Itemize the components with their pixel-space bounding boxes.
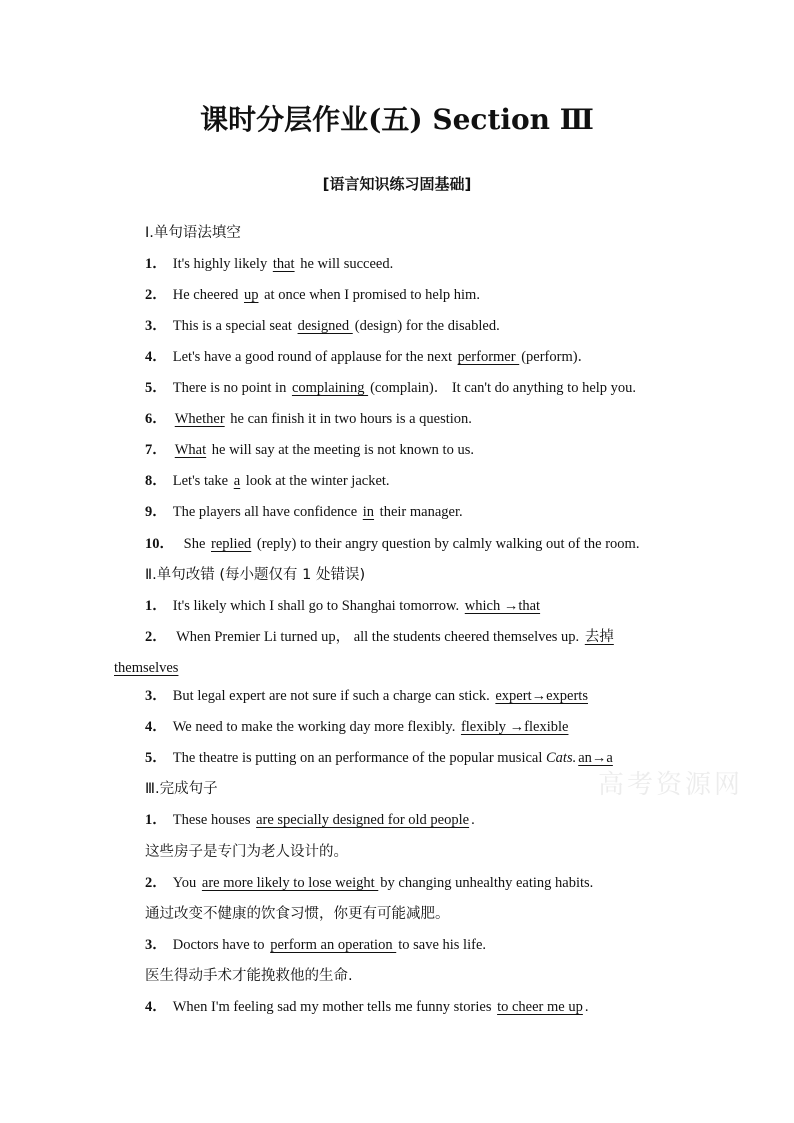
answer: which →that xyxy=(464,598,541,614)
s1-item-10: 10． She replied (reply) to their angry question by calmly walking out of the room. xyxy=(145,536,640,552)
s2-item-4: 4． We need to make the working day more flexibly. flexibly →flexible xyxy=(145,719,569,735)
answer: to cheer me up xyxy=(497,999,583,1015)
s3-item-1-translation: 这些房子是专门为老人设计的。 xyxy=(145,844,348,860)
section-subtitle: [语言知识练习固基础] xyxy=(322,175,472,193)
answer: expert→experts xyxy=(495,688,588,704)
section3-heading: Ⅲ.完成句子 xyxy=(145,781,218,797)
section1-heading: Ⅰ.单句语法填空 xyxy=(145,225,241,241)
s3-item-1: 1． These houses are specially designed for old people . xyxy=(145,812,475,828)
answer: flexibly →flexible xyxy=(460,719,569,735)
s2-item-2: 2． When Premier Li turned up， all the students cheered themselves up. 去掉 xyxy=(145,629,614,645)
s2-item-1: 1． It's likely which I shall go to Shanghai tomorrow. which →that xyxy=(145,598,541,614)
answer: What xyxy=(174,442,207,458)
s1-item-6: 6． Whether he can finish it in two hours is a question. xyxy=(145,411,472,427)
answer: in xyxy=(362,504,375,520)
s1-item-5: 5． There is no point in complaining (complain)． It can't do anything to help you. xyxy=(145,380,637,396)
answer: complaining xyxy=(291,380,369,396)
answer: are more likely to lose weight xyxy=(201,875,379,891)
answer: 去掉 xyxy=(584,629,614,645)
answer: replied xyxy=(211,536,252,552)
s3-item-3: 3． Doctors have to perform an operation to save his life. xyxy=(145,937,487,953)
answer: perform an operation xyxy=(270,937,397,953)
s3-item-2: 2． You are more likely to lose weight by changing unhealthy eating habits. xyxy=(145,875,594,891)
answer: that xyxy=(272,256,295,272)
answer: up xyxy=(243,287,259,303)
answer: performer xyxy=(457,349,520,365)
s1-item-4: 4． Let's have a good round of applause for the next performer (perform)． xyxy=(145,349,593,365)
answer: an→a xyxy=(578,750,613,766)
s3-item-3-translation: 医生得动手术才能挽救他的生命. xyxy=(145,968,353,984)
answer: are specially designed for old people xyxy=(256,812,470,828)
s1-item-9: 9． The players all have confidence in their manager. xyxy=(145,504,463,520)
page-title: 课时分层作业(五) Section Ⅲ xyxy=(200,103,594,136)
section2-heading: Ⅱ.单句改错 (每小题仅有 1 处错误) xyxy=(145,567,366,583)
s2-item-5: 5． The theatre is putting on an performance of the popular musical Cats. an→a xyxy=(145,750,613,766)
s1-item-3: 3． This is a special seat designed (design) for the disabled. xyxy=(145,318,500,334)
answer: Whether xyxy=(174,411,225,427)
s2-item-3: 3． But legal expert are not sure if such a charge can stick. expert→experts xyxy=(145,688,588,704)
s1-item-8: 8． Let's take a look at the winter jacket. xyxy=(145,473,390,489)
s3-item-4: 4． When I'm feeling sad my mother tells me funny stories to cheer me up . xyxy=(145,999,589,1015)
s3-item-2-translation: 通过改变不健康的饮食习惯，你更有可能减肥。 xyxy=(145,906,450,922)
s1-item-2: 2． He cheered up at once when I promised to help him. xyxy=(145,287,480,303)
s1-item-1: 1． It's highly likely that he will succeed. xyxy=(145,256,394,272)
answer: designed xyxy=(297,318,353,334)
answer: a xyxy=(233,473,241,489)
watermark: 高考资源网 xyxy=(598,770,744,800)
s1-item-7: 7． What he will say at the meeting is not known to us. xyxy=(145,442,474,458)
s2-item-2-continuation: themselves xyxy=(114,660,179,676)
